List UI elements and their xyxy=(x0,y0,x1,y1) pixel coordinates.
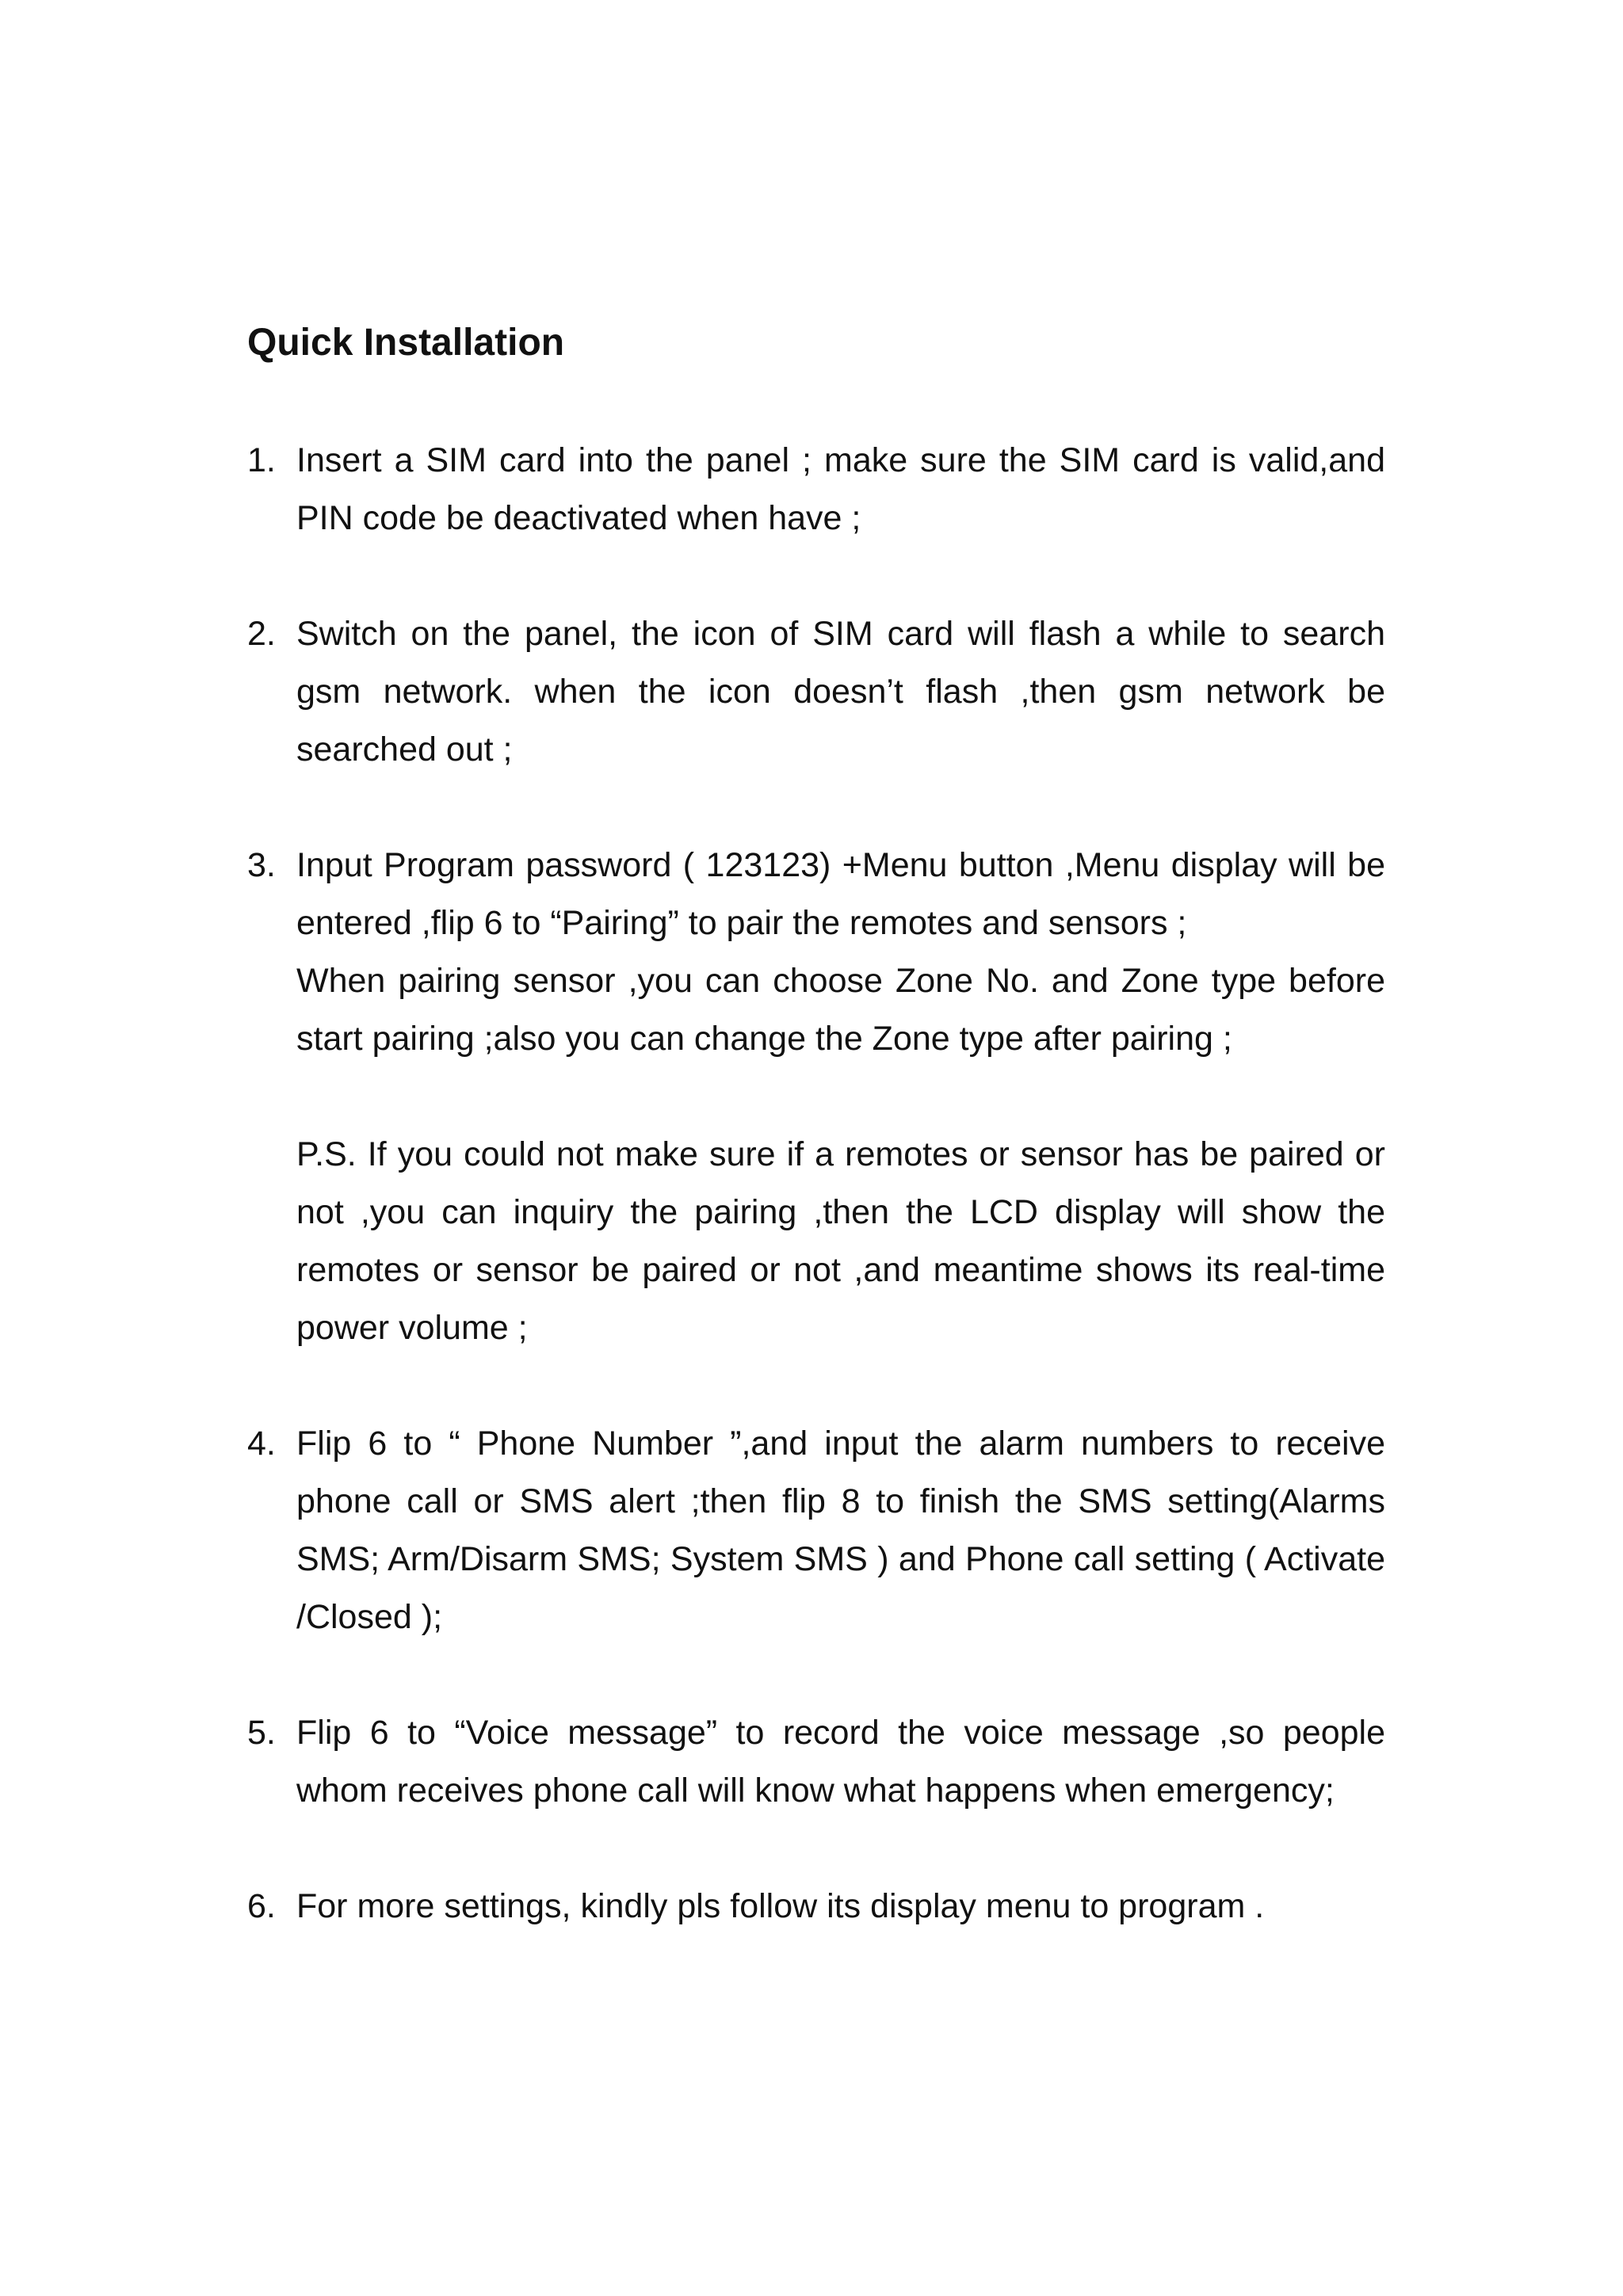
list-item-1 xyxy=(247,432,1385,547)
page-title: Quick Installation xyxy=(247,322,565,364)
list-item-number: 4. xyxy=(247,1425,276,1463)
list-item-text: Input Program password ( 123123) +Menu button ,Menu display will be entered ,flip 6 to “Pairing” to pair the remotes and sensors ; xyxy=(296,846,1385,942)
list-item-number: 6. xyxy=(247,1887,276,1925)
list-item-text: Flip 6 to “ Phone Number ”,and input the alarm numbers to receive phone call or SMS alert ;then flip 8 to finish the SMS setting(Alarms SMS; Arm/Disarm SMS; System SMS ) and Phone call setting ( Activate /Closed ); xyxy=(296,1425,1385,1636)
list-item-3 xyxy=(247,837,1385,1357)
list-item-2 xyxy=(247,605,1385,779)
list-item-number: 5. xyxy=(247,1714,276,1752)
installation-steps-list xyxy=(247,432,1385,1993)
list-item-text: Flip 6 to “Voice message” to record the voice message ,so people whom receives phone call will know what happens when emergency; xyxy=(296,1714,1385,1810)
list-item-text: Switch on the panel, the icon of SIM card will flash a while to search gsm network. when the icon doesn’t flash ,then gsm network be searched out ; xyxy=(296,615,1385,769)
list-item-text: When pairing sensor ,you can choose Zone No. and Zone type before start pairing ;also you can change the Zone type after pairing ; xyxy=(296,962,1385,1058)
list-item-number: 3. xyxy=(247,846,276,884)
list-item-5 xyxy=(247,1704,1385,1820)
list-item-number: 2. xyxy=(247,615,276,653)
list-item-6 xyxy=(247,1878,1385,1936)
list-item-number: 1. xyxy=(247,441,276,479)
list-item-4 xyxy=(247,1415,1385,1646)
list-item-text: Insert a SIM card into the panel ; make sure the SIM card is valid,and PIN code be deactivated when have ; xyxy=(296,441,1385,537)
list-item-text: For more settings, kindly pls follow its display menu to program . xyxy=(296,1887,1265,1925)
ps-note-text: P.S. If you could not make sure if a remotes or sensor has be paired or not ,you can inquiry the pairing ,then the LCD display will show the remotes or sensor be paired or not ,and meantime shows its real-time power volume ; xyxy=(296,1135,1385,1347)
